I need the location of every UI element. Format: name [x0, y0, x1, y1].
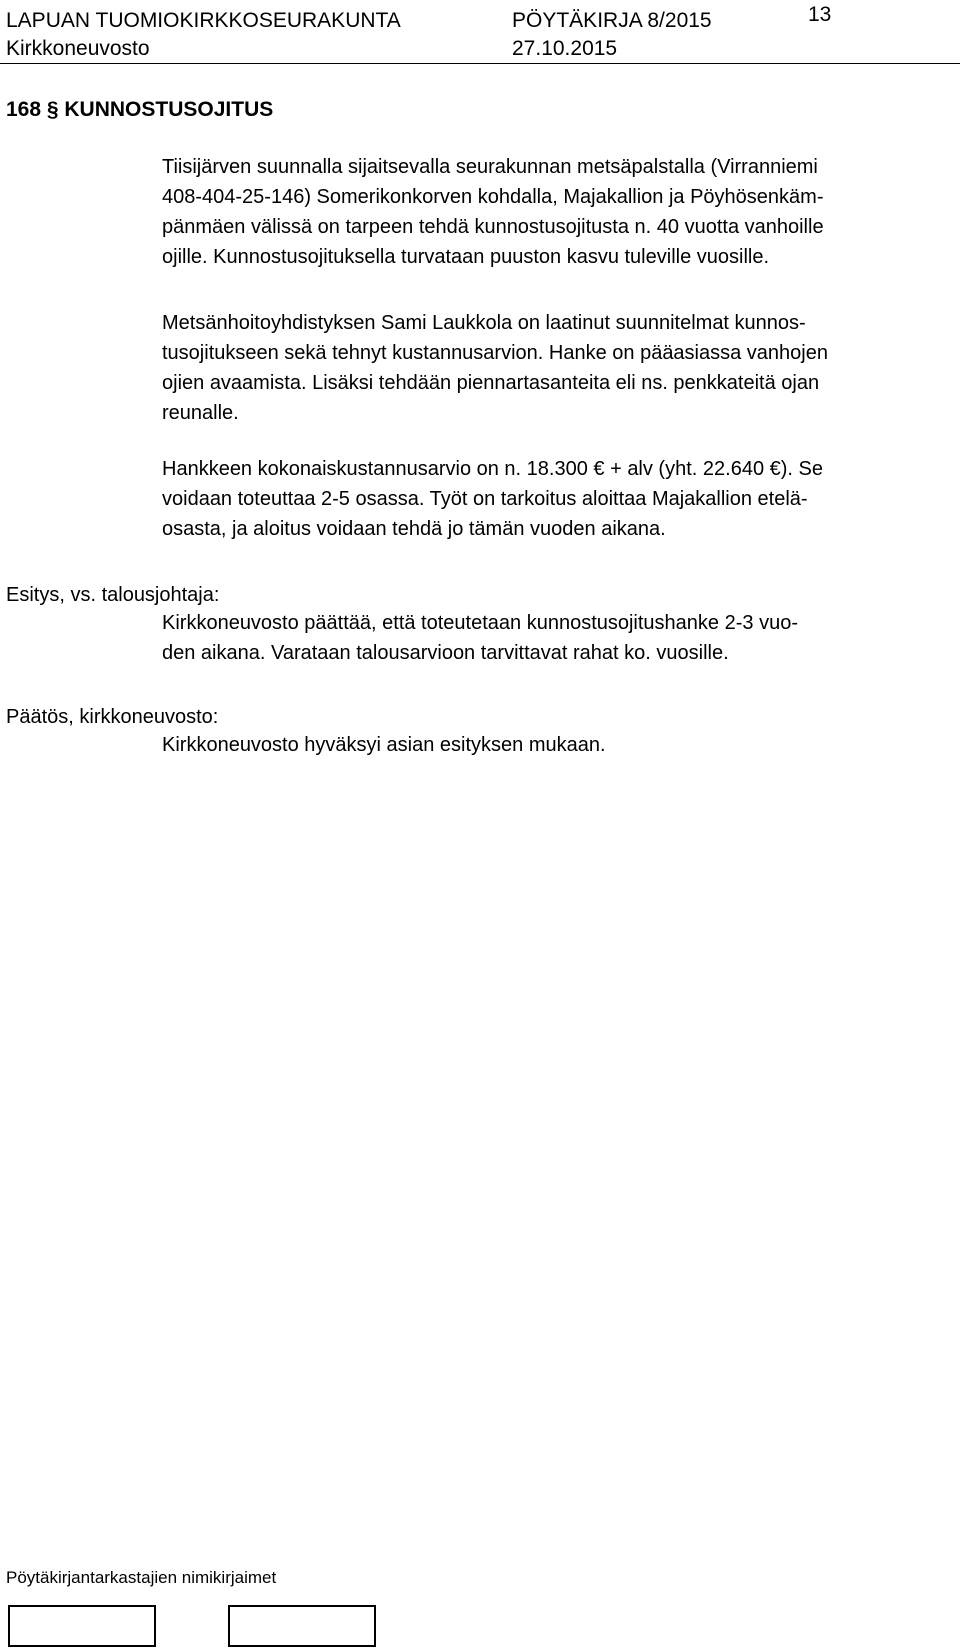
- paragraph-line: Hankkeen kokonaiskustannusarvio on n. 18.300 € + alv (yht. 22.640 €). Se: [162, 458, 823, 480]
- proposal-text: [162, 608, 952, 668]
- header-organization: LAPUAN TUOMIOKIRKKOSEURAKUNTA: [6, 9, 401, 32]
- header-date: 27.10.2015: [512, 37, 618, 60]
- proposal-line: den aikana. Varataan talousarvioon tarvittavat rahat ko. vuosille.: [162, 642, 729, 664]
- paragraph-line: ojien avaamista. Lisäksi tehdään piennartasanteita eli ns. penkkateitä ojan: [162, 372, 820, 394]
- paragraph-line: osasta, ja aloitus voidaan tehdä jo tämän vuoden aikana.: [162, 518, 666, 540]
- proposal-label: Esitys, vs. talousjohtaja:: [6, 584, 220, 606]
- paragraph-line: pänmäen välissä on tarpeen tehdä kunnostusojitusta n. 40 vuotta vanhoille: [162, 216, 824, 238]
- header-document-number: PÖYTÄKIRJA 8/2015: [512, 9, 712, 32]
- paragraph-2: [162, 308, 952, 428]
- paragraph-line: reunalle.: [162, 402, 239, 424]
- header-divider: [0, 63, 960, 64]
- page-number: 13: [808, 3, 832, 26]
- signature-box[interactable]: [8, 1605, 156, 1647]
- decision-label: Päätös, kirkkoneuvosto:: [6, 706, 219, 728]
- paragraph-line: Metsänhoitoyhdistyksen Sami Laukkola on laatinut suunnitelmat kunnos-: [162, 312, 806, 334]
- paragraph-3: [162, 454, 952, 544]
- section-title: 168 § KUNNOSTUSOJITUS: [6, 98, 274, 121]
- decision-text: [162, 730, 952, 760]
- paragraph-line: 408-404-25-146) Somerikonkorven kohdalla, Majakallion ja Pöyhösenkäm-: [162, 186, 824, 208]
- paragraph-line: ojille. Kunnostusojituksella turvataan puuston kasvu tuleville vuosille.: [162, 246, 770, 268]
- proposal-line: Kirkkoneuvosto päättää, että toteutetaan kunnostusojitushanke 2-3 vuo-: [162, 612, 798, 634]
- paragraph-line: tusojitukseen sekä tehnyt kustannusarvion. Hanke on pääasiassa vanhojen: [162, 342, 828, 364]
- paragraph-line: Tiisijärven suunnalla sijaitsevalla seurakunnan metsäpalstalla (Virranniemi: [162, 156, 818, 178]
- paragraph-line: voidaan toteuttaa 2-5 osassa. Työt on tarkoitus aloittaa Majakallion etelä-: [162, 488, 808, 510]
- signature-box[interactable]: [228, 1605, 376, 1647]
- paragraph-1: [162, 152, 952, 272]
- signatures-label: Pöytäkirjantarkastajien nimikirjaimet: [6, 1568, 277, 1587]
- decision-line: Kirkkoneuvosto hyväksyi asian esityksen mukaan.: [162, 734, 606, 756]
- header-body: Kirkkoneuvosto: [6, 37, 150, 60]
